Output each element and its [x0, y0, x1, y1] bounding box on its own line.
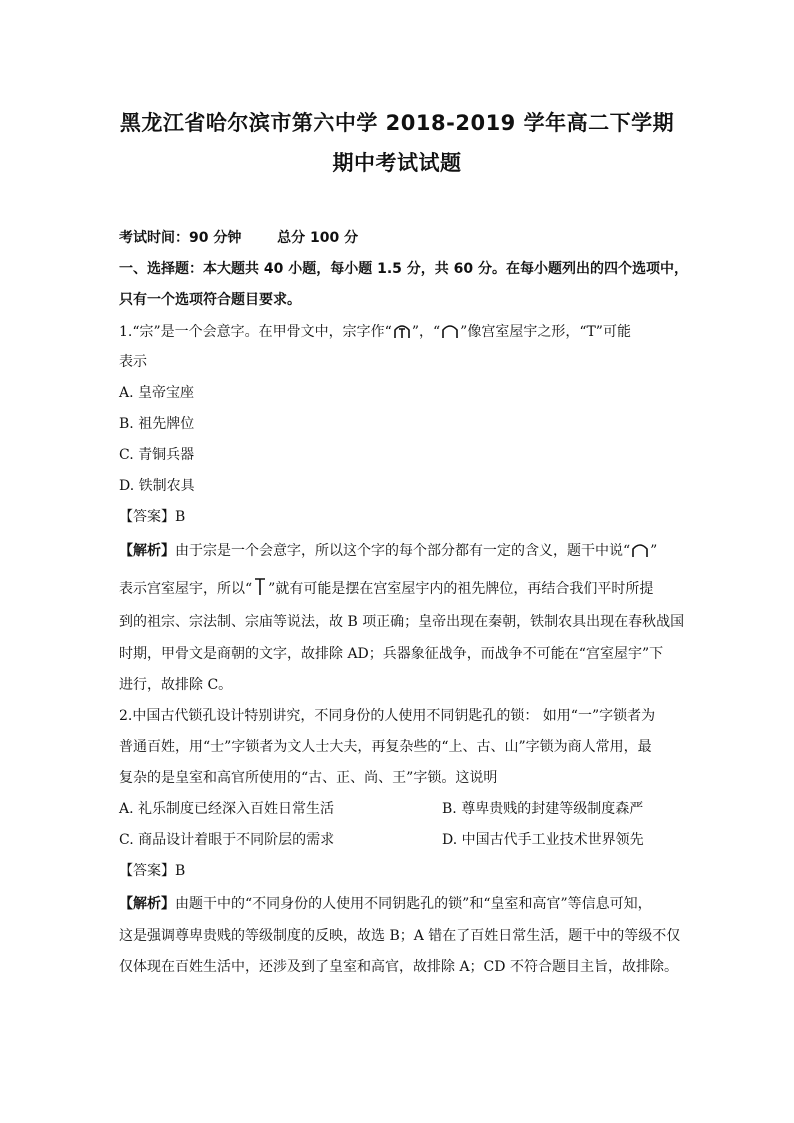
q2-option-d: D. 中国古代手工业技术世界领先 [442, 832, 644, 848]
q1-stem-part3: ”像宫室屋宇之形，“T”可能 [460, 324, 631, 340]
document-title-line1: 黑龙江省哈尔滨市第六中学 2018-2019 学年高二下学期 [119, 111, 675, 135]
q1-answer: 【答案】B [119, 509, 186, 525]
oracle-roof-glyph-icon [441, 321, 459, 339]
q1-analysis-line2 [119, 576, 679, 599]
q1-analysis-line4: 时期，甲骨文是商朝的文字，故排除 AD；兵器象征战争，而战争不可能在“宫室屋宇”下 [119, 646, 664, 662]
q2-stem-line2: 普通百姓，用“士”字锁者为文人士大夫，再复杂些的“上、古、山”字锁为商人常用，最 [119, 739, 652, 755]
q1-analysis-line5: 进行，故排除 C。 [119, 677, 233, 693]
document-title-line2: 期中考试试题 [332, 151, 462, 175]
q1-analysis-text-b: ” [650, 543, 658, 559]
section1-heading-line1: 一、选择题：本大题共 40 小题，每小题 1.5 分，共 60 分。在每小题列出的四个选项中， [119, 261, 689, 277]
q1-stem-line1 [119, 321, 679, 342]
q2-analysis-line1 [119, 894, 679, 914]
q2-option-b: B. 尊卑贵贱的封建等级制度森严 [442, 801, 644, 817]
q1-analysis-line1 [119, 540, 679, 561]
q2-analysis-text: 由题干中的“不同身份的人使用不同钥匙孔的锁”和“皇室和高官”等信息可知， [175, 896, 652, 912]
q1-stem-part2: ”，“ [411, 324, 441, 340]
q1-analysis-line2-a: 表示宫室屋宇，所以“ [119, 581, 253, 597]
q1-option-c: C. 青铜兵器 [119, 447, 195, 463]
exam-total-score: 总分 100 分 [277, 230, 359, 246]
exam-info [119, 228, 679, 248]
q1-option-a: A. 皇帝宝座 [119, 385, 195, 401]
q2-option-c: C. 商品设计着眼于不同阶层的需求 [119, 832, 335, 848]
q1-stem-part1: 1.“宗”是一个会意字。在甲骨文中，宗字作“ [119, 324, 392, 340]
q1-analysis-line2-b: ”就有可能是摆在宫室屋宇内的祖先牌位，再结合我们平时所提 [268, 581, 654, 597]
exam-time: 考试时间：90 分钟 [119, 230, 242, 246]
q1-option-d: D. 铁制农具 [119, 478, 195, 494]
oracle-t-glyph-icon [253, 576, 267, 596]
q2-option-a: A. 礼乐制度已经深入百姓日常生活 [119, 801, 335, 817]
oracle-zong-glyph-icon [393, 321, 411, 339]
q1-analysis-line3: 到的祖宗、宗法制、宗庙等说法，故 B 项正确；皇帝出现在秦朝，铁制农具出现在春秋战国 [119, 614, 685, 630]
q2-analysis-line3: 仅体现在百姓生活中，还涉及到了皇室和高官，故排除 A；CD 不符合题目主旨，故排除。 [119, 959, 678, 975]
q1-analysis-label: 【解析】 [119, 543, 175, 559]
q2-stem-line3: 复杂的是皇室和高官所使用的“古、正、尚、王”字锁。这说明 [119, 770, 498, 786]
oracle-roof-glyph-icon [631, 540, 649, 558]
section1-heading-line2: 只有一个选项符合题目要求。 [119, 292, 301, 308]
q2-analysis-label: 【解析】 [119, 896, 175, 912]
q1-option-b: B. 祖先牌位 [119, 416, 195, 432]
q2-analysis-line2: 这是强调尊卑贵贱的等级制度的反映，故选 B；A 错在了百姓日常生活，题干中的等级不仅 [119, 928, 681, 944]
q2-answer: 【答案】B [119, 863, 186, 879]
q2-stem-line1: 2.中国古代锁孔设计特别讲究，不同身份的人使用不同钥匙孔的锁： 如用“一”字锁者为 [119, 708, 656, 724]
q1-stem-line2: 表示 [119, 354, 147, 370]
q1-analysis-text-a: 由于宗是一个会意字，所以这个字的每个部分都有一定的含义，题干中说“ [175, 543, 631, 559]
